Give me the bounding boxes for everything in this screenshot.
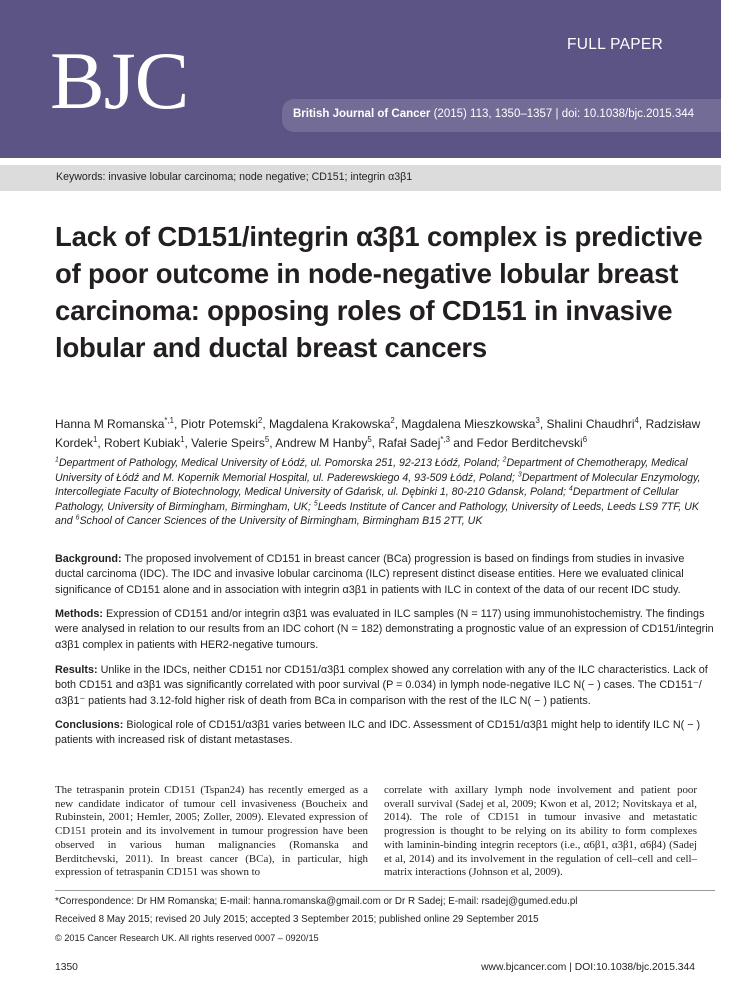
author: Robert Kubiak [104,435,181,450]
page-number: 1350 [55,962,78,973]
author: Valerie Speirs [191,435,265,450]
received-dates: Received 8 May 2015; revised 20 July 2015; accepted 3 September 2015; published online 29 September 2015 [55,914,539,925]
copyright-note: © 2015 Cancer Research UK. All rights reserved 0007 – 0920/15 [55,933,319,943]
affiliation: Department of Cellular Pathology, University of Birmingham, Birmingham, UK; [55,486,679,513]
intro-column-right: correlate with axillary lymph node involvement and patient poor overall survival (Sadej et al, 2009; Kwon et al, 2012; Novitskaya et al, 2014). The role of CD151 in tumour invasive and metastatic progression is thought to be relying on its ability to form complexes with laminin-binding integrin receptors (i.e., α6β1, α3β1, α6β4) (Sadej et al, 2014) and its involvement in the regulation of cell–cell and cell–matrix interactions (Johnson et al, 2009). [384,784,697,879]
author: Rafał Sadej [378,435,441,450]
author-conjunction: and [453,435,474,450]
affiliation: School of Cancer Sciences of the University of Birmingham, Birmingham B15 2TT, UK [79,515,483,528]
author: Piotr Potemski [180,417,258,431]
author-list: Hanna M Romanska$^{*,1}$, Piotr Potemski$^2$, Magdalena Krakowska$^2$, Magdalena Mieszkowska$^3$, Shalini Chaudhri$^4$, Radzisław Kordek$^1$, Robert Kubiak$^1$, Valerie Speirs$^5$, Andrew M Hanby$^5$, Rafał Sadej$^{*,3}$ and Fedor Berditchevski$^6$ [55,416,701,450]
author: Andrew M Hanby [275,435,368,450]
journal-name: British Journal of Cancer [293,108,431,120]
citation-text [293,108,694,120]
footer-doi: www.bjcancer.com | DOI:10.1038/bjc.2015.344 [481,962,695,973]
citation-bar [282,99,721,132]
article-type-label: FULL PAPER [566,36,663,53]
intro-column-left: The tetraspanin protein CD151 (Tspan24) has recently emerged as a new candidate indicator of tumour cell invasiveness (Boucheix and Rubinstein, 2001; Hemler, 2005; Zoller, 2009). Elevated expression of CD151 protein and its involvement in tumour progression have been observed in various human malignancies (Romanska and Berditchevski, 2011). In breast cancer (BCa), in particular, high expression of tetraspanin CD151 was shown to [55,784,368,879]
abstract-conclusions: Conclusions: Biological role of CD151/α3β1 varies between ILC and IDC. Assessment of CD151/α3β1 might help to identify ILC N( − ) patients with increased risk of distant metastases. [55,719,701,747]
author: Magdalena Mieszkowska [401,417,536,431]
journal-logo: BJC [50,35,189,126]
affiliation: Leeds Institute of Cancer and Pathology, University of Leeds, Leeds LS9 7TF, UK and [55,500,699,528]
author: Magdalena Krakowska [268,417,391,431]
abstract-results: Results: Unlike in the IDCs, neither CD151 nor CD151/α3β1 complex showed any correlation with any of the ILC characteristics. Lack of both CD151 and α3β1 was significantly correlated with poor survival (P = 0.034) in lymph node-negative ILC N( − ) cases. The CD151⁻/α3β1⁻ patients had 3.12-fold higher risk of death from BCa in comparison with the rest of the ILC N( − ) patients. [55,664,708,707]
affiliations: $^1$Department of Pathology, Medical University of Łódź, ul. Pomorska 251, 92-213 Łódź, Poland; $^2$Department of Chemotherapy, Medical University of Łódź and M. Kopernik Memorial Hospital, ul. Paderewskiego 4, 93-509 Łódź, Poland; $^3$Department of Molecular Enzymology, Intercollegiate Faculty of Biotechnology, Medical University of Gdańsk, ul. Dębinki 1, 80-210 Gdansk, Poland; $^4$Department of Cellular Pathology, University of Birmingham, Birmingham, UK; $^5$Leeds Institute of Cancer and Pathology, University of Leeds, Leeds LS9 7TF, UK and $^6$School of Cancer Sciences of the University of Birmingham, Birmingham B15 2TT, UK [55,456,701,528]
journal-header [0,0,721,158]
affiliation: Department of Molecular Enzymology, Intercollegiate Faculty of Biotechnology, Medical University of Gdańsk, ul. Dębinki 1, 80-210 Gdansk, Poland; [55,471,701,499]
citation-details: (2015) 113, 1350–1357 | doi: 10.1038/bjc.2015.344 [433,108,695,120]
keywords-bar [0,165,721,191]
keywords [56,171,412,183]
author: Radzisław Kordek [55,417,701,450]
affiliation: Department of Chemotherapy, Medical University of Łódź and M. Kopernik Memorial Hospital, ul. Paderewskiego 4, 93-509 Łódź, Poland; [55,457,688,484]
abstract-methods: Methods: Expression of CD151 and/or integrin α3β1 was evaluated in ILC samples (N = 117) using immunohistochemistry. The findings were analysed in relation to our results from an IDC cohort (N = 182) demonstrating a prognostic value of an expression of CD151/integrin α3β1 complex in patients with HER2-negative tumours. [55,608,714,651]
affiliation: Department of Pathology, Medical University of Łódź, ul. Pomorska 251, 92-213 Łódź, Poland; [58,457,500,469]
author: Shalini Chaudhri [546,417,635,431]
author: Hanna M Romanska [55,417,165,431]
abstract-background: Background: The proposed involvement of CD151 in breast cancer (BCa) progression is based on findings from studies in invasive ductal carcinoma (IDC). The IDC and invasive lobular carcinoma (ILC) represent distinct disease entities. Here we evaluated clinical significance of CD151 alone and in association with integrin α3β1 in patients with ILC in context of the data of our recent IDC study. [55,553,685,596]
correspondence-note: *Correspondence: Dr HM Romanska; E-mail: hanna.romanska@gmail.com or Dr R Sadej; E-mail: rsadej@gumed.edu.pl [55,896,578,907]
footnote-divider [55,890,715,891]
article-title: Lack of CD151/integrin α3β1 complex is predictive of poor outcome in node-negative lobular breast carcinoma: opposing roles of CD151 in invasive lobular and ductal breast cancers [55,221,703,363]
author: Fedor Berditchevski [476,435,583,450]
keywords-text: invasive lobular carcinoma; node negative; CD151; integrin α3β1 [108,171,413,183]
keywords-label: Keywords: [56,171,106,183]
